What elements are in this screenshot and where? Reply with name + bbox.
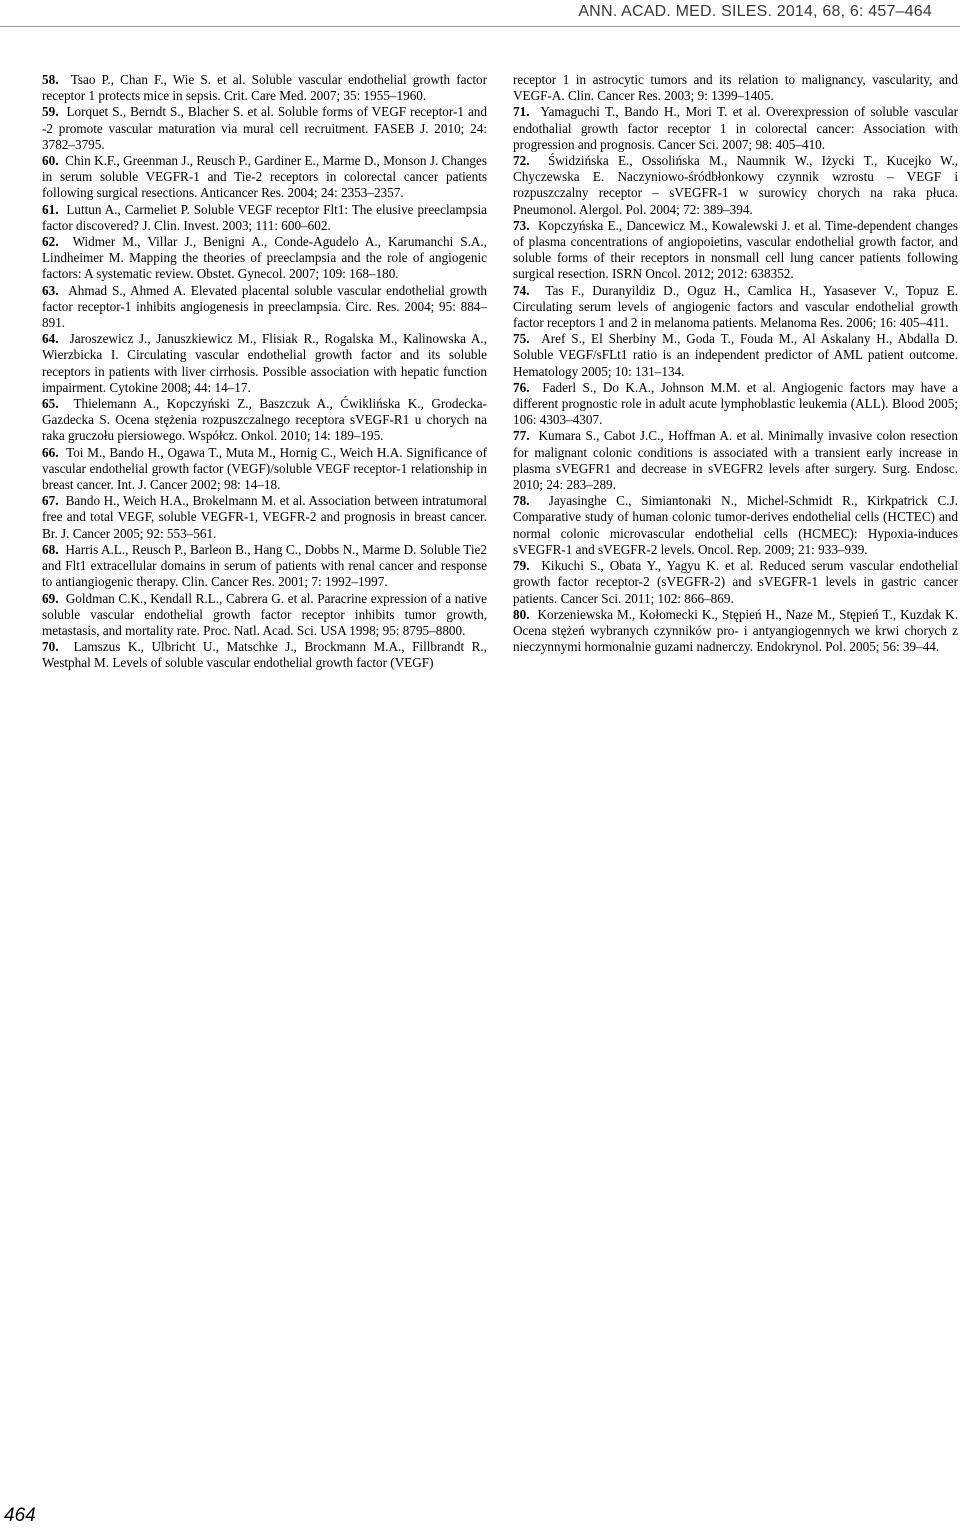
header-rule xyxy=(0,26,960,27)
reference-number: 75. xyxy=(513,331,530,347)
reference-number: 64. xyxy=(42,331,59,347)
reference-number: 63. xyxy=(42,282,59,298)
reference-number: 62. xyxy=(42,234,59,250)
reference-text: Bando H., Weich H.A., Brokelmann M. et al. Association between intratumoral free and total VEGF, soluble VEGFR-1, VEGFR-2 and prognosis in breast cancer. Br. J. Cancer 2005; 92: 553–561. xyxy=(42,493,487,541)
reference-61 xyxy=(42,202,487,234)
reference-73 xyxy=(513,218,958,283)
reference-80 xyxy=(513,607,958,656)
reference-number: 72. xyxy=(513,153,530,169)
reference-number: 70. xyxy=(42,639,59,655)
reference-63 xyxy=(42,283,487,332)
reference-number: 79. xyxy=(513,558,530,574)
reference-69 xyxy=(42,591,487,640)
reference-text: Kumara S., Cabot J.C., Hoffman A. et al. Minimally invasive colon resection for malignant colonic conditions is associated with a transient early increase in plasma sVEGFR1 and decrease in sVEGFR2 levels after surgery. Surg. Endosc. 2010; 24: 283–289. xyxy=(513,428,958,493)
reference-text: receptor 1 in astrocytic tumors and its relation to malignancy, vascularity, and VEGF-A. Clin. Cancer Res. 2003; 9: 1399–1405. xyxy=(513,72,958,104)
reference-text: Tsao P., Chan F., Wie S. et al. Soluble vascular endothelial growth factor receptor 1 protects mice in sepsis. Crit. Care Med. 2007; 35: 1955–1960. xyxy=(42,72,487,104)
reference-59 xyxy=(42,104,487,153)
running-header: ANN. ACAD. MED. SILES. 2014, 68, 6: 457–464 xyxy=(578,3,932,20)
reference-71 xyxy=(513,104,958,153)
reference-number: 71. xyxy=(513,104,530,120)
reference-text: Chin K.F., Greenman J., Reusch P., Gardiner E., Marme D., Monson J. Changes in serum soluble VEGFR-1 and Tie-2 receptors in colorectal cancer patients following surgical resections. Anticancer Res. 2004; 24: 2353–2357. xyxy=(42,153,488,201)
reference-text: Widmer M., Villar J., Benigni A., Conde-Agudelo A., Karumanchi S.A., Lindheimer M. Mapping the theories of preeclampsia and the role of angiogenic factors: A systematic review. Obstet. Gynecol. 2007; 109: 168–180. xyxy=(42,234,488,282)
reference-62 xyxy=(42,234,487,283)
reference-text: Tas F., Duranyildiz D., Oguz H., Camlica H., Yasasever V., Topuz E. Circulating serum levels of angiogenic factors and vascular endothelial growth factor receptors 1 and 2 in melanoma patients. Melanoma Res. 2006; 16: 405–411. xyxy=(513,282,958,331)
reference-66 xyxy=(42,445,487,494)
reference-number: 76. xyxy=(513,379,530,395)
reference-number: 58. xyxy=(42,72,59,87)
reference-text: Thielemann A., Kopczyński Z., Baszczuk A., Ćwiklińska K., Grodecka-Gazdecka S. Ocena stężenia rozpuszczalnego receptora sVEGF-R1 u chorych na raka gruczołu piersiowego. Współcz. Onkol. 2010; 14: 189–195. xyxy=(42,396,488,444)
references-left-column xyxy=(42,72,487,672)
reference-number: 59. xyxy=(42,104,59,120)
reference-text: Luttun A., Carmeliet P. Soluble VEGF receptor Flt1: The elusive preeclampsia factor discovered? J. Clin. Invest. 2003; 111: 600–602. xyxy=(42,201,488,233)
reference-text: Jayasinghe C., Simiantonaki N., Michel-Schmidt R., Kirkpatrick C.J. Comparative study of human colonic tumor-derives endothelial cells (HCTEC) and normal colonic microvascular endothelial cells (HCMEC): Hypoxia-induces sVEGFR-1 and sVEGFR-2 levels. Oncol. Rep. 2009; 21: 933–939. xyxy=(513,493,958,557)
reference-text: Kikuchi S., Obata Y., Yagyu K. et al. Reduced serum vascular endothelial growth factor receptor-2 (sVEGFR-2) and sVEGFR-1 levels in gastric cancer patients. Cancer Sci. 2011; 102: 866–869. xyxy=(513,558,959,606)
reference-text: Korzeniewska M., Kołomecki K., Stępień H., Naze M., Stępień T., Kuzdak K. Ocena stężeń wybranych czynników pro- i antyangiogennych we krwi chorych z nieczynnymi hormonalnie guzami nadnerczy. Endokrynol. Pol. 2005; 56: 39–44. xyxy=(513,606,959,655)
reference-text: Faderl S., Do K.A., Johnson M.M. et al. Angiogenic factors may have a different prognostic role in adult acute lymphoblastic leukemia (ALL). Blood 2005; 106: 4303–4307. xyxy=(513,379,958,428)
reference-number: 60. xyxy=(42,153,59,169)
references-right-column xyxy=(513,72,958,655)
reference-70 xyxy=(42,639,487,671)
reference-72 xyxy=(513,153,958,218)
reference-text: Toi M., Bando H., Ogawa T., Muta M., Hornig C., Weich H.A. Significance of vascular endothelial growth factor (VEGF)/soluble VEGF receptor-1 relationship in breast cancer. Int. J. Cancer 2002; 98: 14–18. xyxy=(42,444,487,493)
reference-75 xyxy=(513,331,958,380)
reference-number: 67. xyxy=(42,493,59,509)
reference-number: 65. xyxy=(42,396,59,412)
reference-65 xyxy=(42,396,487,445)
reference-text: Jaroszewicz J., Januszkiewicz M., Flisiak R., Rogalska M., Kalinowska A., Wierzbicka I. Circulating vascular endothelial growth factor and its soluble receptors in patients with liver cirrhosis. Possible association with hepatic function impairment. Cytokine 2008; 44: 14–17. xyxy=(42,331,487,395)
reference-text: Yamaguchi T., Bando H., Mori T. et al. Overexpression of soluble vascular endothalial growth factor receptor 1 in colorectal cancer: Association with progression and prognosis. Cancer Sci. 2007; 98: 405–410. xyxy=(513,104,959,152)
reference-67 xyxy=(42,493,487,542)
reference-text: Ahmad S., Ahmed A. Elevated placental soluble vascular endothelial growth factor receptor-1 inhibits angiogenesis in preeclampsia. Circ. Res. 2004; 95: 884–891. xyxy=(42,282,487,331)
reference-60 xyxy=(42,153,487,202)
reference-number: 68. xyxy=(42,541,59,557)
page-number: 464 xyxy=(4,1505,36,1526)
reference-76 xyxy=(513,380,958,429)
reference-text: Świdzińska E., Ossolińska M., Naumnik W., Iżycki T., Kucejko W., Chyczewska E. Naczyniowo-śródbłonkowy czynnik wzrostu – VEGF i rozpuszczalny receptor – sVEGFR-1 w surowicy chorych na raka płuca. Pneumonol. Alergol. Pol. 2004; 72: 389–394. xyxy=(513,153,958,217)
reference-number: 61. xyxy=(42,201,59,217)
reference-number: 80. xyxy=(513,606,530,622)
reference-79 xyxy=(513,558,958,607)
reference-58 xyxy=(42,72,487,104)
reference-number: 66. xyxy=(42,444,59,460)
reference-text: Goldman C.K., Kendall R.L., Cabrera G. et al. Paracrine expression of a native soluble vascular endothelial growth factor receptor inhibits tumor growth, metastasis, and mortality rate. Proc. Natl. Acad. Sci. USA 1998; 95: 8795–8800. xyxy=(42,590,487,638)
reference-text: Lorquet S., Berndt S., Blacher S. et al. Soluble forms of VEGF receptor-1 and -2 promote vascular maturation via mural cell recruitment. FASEB J. 2010; 24: 3782–3795. xyxy=(42,104,487,152)
reference-number: 73. xyxy=(513,217,530,233)
reference-70-continued xyxy=(513,72,958,104)
reference-68 xyxy=(42,542,487,591)
reference-number: 77. xyxy=(513,428,530,444)
reference-78 xyxy=(513,493,958,558)
reference-74 xyxy=(513,283,958,332)
reference-text: Lamszus K., Ulbricht U., Matschke J., Brockmann M.A., Fillbrandt R., Westphal M. Levels of soluble vascular endothelial growth factor (VEGF) xyxy=(42,639,487,671)
reference-number: 78. xyxy=(513,493,530,509)
reference-64 xyxy=(42,331,487,396)
reference-text: Kopczyńska E., Dancewicz M., Kowalewski J. et al. Time-dependent changes of plasma concentrations of angiopoietins, vascular endothelial growth factor, and soluble forms of their receptors in nonsmall cell lung cancer patients following surgical resection. ISRN Oncol. 2012; 2012: 638352. xyxy=(513,217,958,282)
reference-text: Aref S., El Sherbiny M., Goda T., Fouda M., Al Askalany H., Abdalla D. Soluble VEGF/sFLt1 ratio is an independent predictor of AML patient outcome. Hematology 2005; 10: 131–134. xyxy=(513,331,958,379)
reference-text: Harris A.L., Reusch P., Barleon B., Hang C., Dobbs N., Marme D. Soluble Tie2 and Flt1 extracellular domains in serum of patients with renal cancer and response to antiangiogenic therapy. Clin. Cancer Res. 2001; 7: 1992–1997. xyxy=(42,541,488,590)
reference-77 xyxy=(513,428,958,493)
reference-number: 69. xyxy=(42,590,59,606)
reference-number: 74. xyxy=(513,282,530,298)
